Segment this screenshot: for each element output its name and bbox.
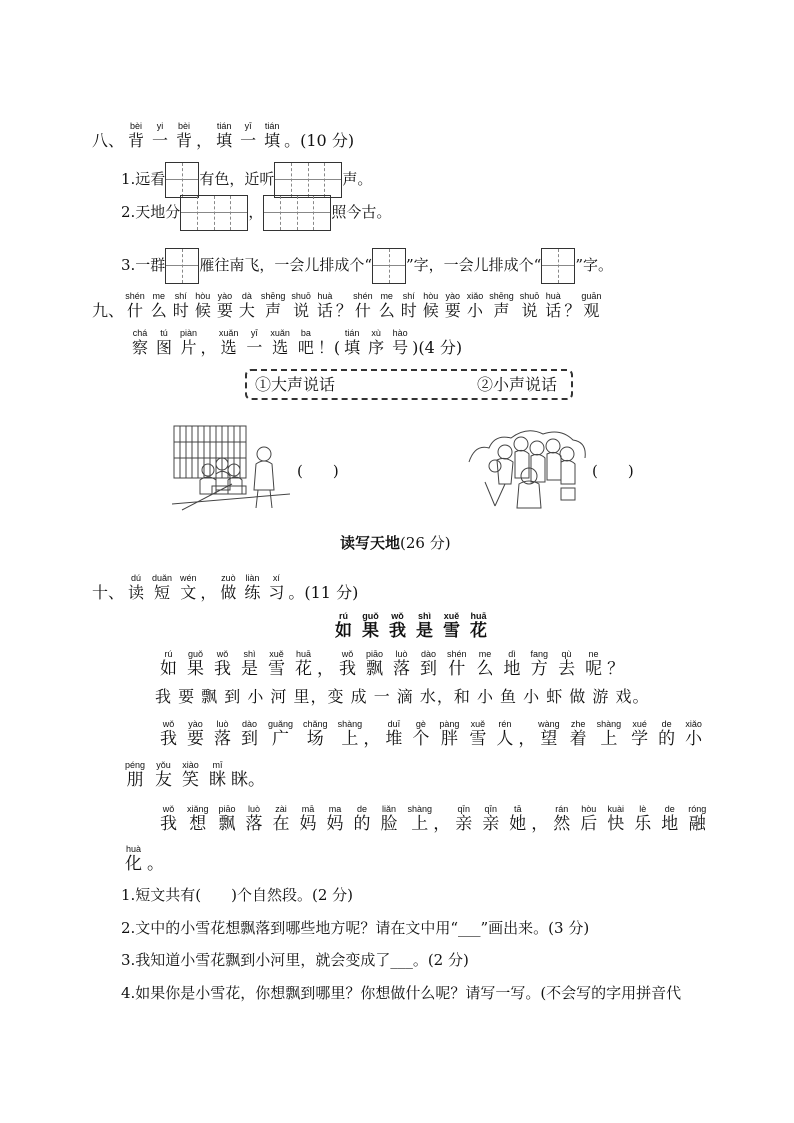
q8-1-text-b: 有色，近听 [199,170,275,188]
pinyin-char: 亲qīn [482,804,500,834]
pinyin-char: 果guǒ [362,611,379,641]
pinyin-char: 上shàng [596,719,622,749]
pinyin-char: 雪xuě [268,649,285,679]
q10-2-text: 2.文中的小雪花想飘落到哪些地方呢？请在文中用“___”画出来。(3 分) [121,919,590,937]
pinyin-char: 笑xiào [182,760,200,790]
punctuation: ？ [607,659,625,679]
punctuation: 。 [248,770,266,790]
pinyin-char: 着zhe [569,719,587,749]
answer-grid-1char[interactable] [165,248,199,284]
pinyin-char: 如rú [160,649,177,679]
q10-4-text: 4.如果你是小雪花，你想飘到哪里？你想做什么呢？请写一写。(不会写的字用拼音代 [121,984,682,1002]
pinyin-char: 眯mī [209,760,227,790]
pinyin-char: 胖pàng [439,719,460,749]
pinyin-char: 话huà [545,291,562,320]
q10-3-text: 3.我知道小雪花飘到小河里，就会变成了___。(2 分) [121,951,469,969]
passage-p3a [155,720,707,751]
section-9-heading-line2 [128,329,462,360]
pinyin-char: 上shàng [337,719,363,749]
section-score: )(4 分) [412,338,463,357]
pinyin-char: 的de [658,719,676,749]
pinyin-char: 我wǒ [160,804,177,834]
punctuation: ， [200,583,217,602]
pinyin-char: 做zuò [220,573,237,602]
passage-p4b-ruby [120,844,164,874]
pinyin-char: 么me [476,649,494,679]
q8-3 [121,246,613,284]
punctuation: ！( [317,338,341,357]
pinyin-char: 候hòu [422,291,439,320]
pinyin-char: 后hòu [580,804,598,834]
answer-paren-1[interactable]: ( ) [297,462,339,480]
pinyin-char: 选xuǎn [270,328,290,357]
passage-p4a [155,805,711,836]
pinyin-char: 大dà [238,291,255,320]
option-loud: ①大声说话 [255,375,336,394]
pinyin-char: 小xiǎo [685,719,703,749]
q10-3 [121,950,469,970]
passage-p1-ruby [155,649,625,679]
punctuation: ， [200,338,217,357]
part-title-score: (26 分) [400,534,451,552]
punctuation: 眯 [231,770,249,790]
section-9-ruby-line1 [124,291,604,320]
passage-p2-text: 我 要 飘 到 小 河 里，变 成 一 滴 水，和 小 鱼 小 虾 做 游 戏。 [155,687,650,706]
pinyin-char: 雪xuě [443,611,460,641]
section-10-heading [92,574,358,605]
punctuation: ， [433,814,451,834]
pinyin-char: 落luò [393,649,410,679]
pinyin-char: 图tú [156,328,173,357]
pinyin-char: 填tián [344,328,361,357]
q8-1-text-c: 声。 [342,170,373,188]
pinyin-char: 呢ne [585,649,603,679]
pinyin-char: 落luò [245,804,263,834]
pinyin-char: 背bèi [176,121,193,150]
pinyin-char: 背bèi [128,121,145,150]
pinyin-char: 个gè [412,719,430,749]
pinyin-char: 妈mā [299,804,317,834]
passage-p4b [120,845,164,876]
pinyin-char: 学xué [631,719,649,749]
q8-3-text-a: 3.一群 [121,256,166,274]
pinyin-char: 上shàng [407,804,433,834]
pinyin-char: 飘piāo [366,649,384,679]
pinyin-char: 一yī [246,328,263,357]
q8-1-text-a: 1.远看 [121,170,166,188]
pinyin-char: 说shuō [291,291,311,320]
option-quiet: ②小声说话 [477,375,558,394]
pinyin-char: 什shén [125,291,145,320]
pinyin-char: 脸liǎn [380,804,398,834]
pinyin-char: 什shén [353,291,373,320]
passage-p3b [120,761,265,792]
pinyin-char: 乐lè [634,804,652,834]
answer-paren-2[interactable]: ( ) [592,462,634,480]
part-title-text: 读写天地 [340,535,401,552]
punctuation: ， [531,814,549,834]
pinyin-char: 果guǒ [187,649,204,679]
pinyin-char: 堆duī [385,719,403,749]
q8-2-text-c: 照今古。 [331,203,392,221]
passage-title-ruby [330,611,492,641]
pinyin-char: 望wàng [538,719,560,749]
pinyin-char: 到dào [420,649,437,679]
pinyin-char: 的de [353,804,371,834]
section-9-ruby-line2 [128,328,412,357]
pinyin-char: 我wǒ [160,719,177,749]
pinyin-char: 快kuài [607,804,625,834]
pinyin-char: 方fang [530,649,549,679]
pinyin-char: 亲qīn [455,804,473,834]
pinyin-char: 一yi [152,121,169,150]
pinyin-char: 声shēng [489,291,514,320]
pinyin-char: 说shuō [519,291,540,320]
section-score: 。(10 分) [284,131,355,150]
pinyin-char: 么me [150,291,167,320]
passage-p3b-ruby [120,760,266,790]
pinyin-char: 填tián [216,121,233,150]
playground-illustration [465,422,590,514]
pinyin-char: 短duǎn [152,573,173,602]
punctuation: 。 [147,854,164,874]
library-illustration [172,424,290,512]
pinyin-char: 去qù [558,649,576,679]
pinyin-char: 人rén [496,719,514,749]
pinyin-char: 声shēng [260,291,286,320]
pinyin-char: 要yào [444,291,461,320]
pinyin-char: 想xiǎng [187,804,209,834]
pinyin-char: 飘piāo [218,804,236,834]
pinyin-char: 号hào [392,328,409,357]
q10-1 [121,885,353,905]
q10-1-text: 1.短文共有( )个自然段。(2 分) [121,886,354,904]
section-number: 十、 [92,583,125,602]
pinyin-char: 在zài [272,804,290,834]
pinyin-char: 落luò [214,719,231,749]
passage-p4a-ruby [155,804,711,834]
pinyin-char: 时shí [172,291,189,320]
pinyin-char: 要yào [216,291,233,320]
pinyin-char: 她tā [509,804,527,834]
punctuation: ， [317,659,334,679]
pinyin-char: 我wǒ [339,649,356,679]
pinyin-char: 地de [661,804,679,834]
section-number: 九、 [92,301,125,320]
section-number: 八、 [92,131,125,150]
answer-grid-4char[interactable] [263,195,331,231]
passage-title [330,612,492,643]
pinyin-char: 然rán [553,804,571,834]
pinyin-char: 我wǒ [389,611,406,641]
section-9-heading [92,292,604,323]
pinyin-char: 填tián [264,121,281,150]
passage-p3a-ruby [155,719,707,749]
punctuation: ？ [335,301,352,320]
pinyin-char: 到dào [241,719,258,749]
section-score: 。(11 分) [288,583,359,602]
pinyin-char: 一yī [240,121,257,150]
option-legend [245,369,573,400]
pinyin-char: 什shén [447,649,467,679]
section-8-ruby [124,121,284,150]
pinyin-char: 时shí [400,291,417,320]
pinyin-char: 么me [378,291,395,320]
pinyin-char: 习xí [268,573,285,602]
q8-3-text-c: ”字，一会儿排成个“ [405,256,542,274]
passage-p2 [155,687,649,707]
pinyin-char: 融róng [688,804,707,834]
pinyin-char: 是shì [241,649,258,679]
section-8-heading [92,122,354,151]
punctuation: ， [363,729,381,749]
pinyin-char: 小xiǎo [466,291,484,320]
pinyin-char: 友yǒu [155,760,173,790]
q10-4 [121,983,681,1003]
q8-3-text-d: ”字。 [575,256,613,274]
pinyin-char: 场chǎng [303,719,328,749]
pinyin-char: 如rú [335,611,352,641]
pinyin-char: 要yào [187,719,204,749]
pinyin-char: 候hòu [194,291,211,320]
q8-2-text-a: 2.天地分 [121,203,181,221]
pinyin-char: 文wén [180,573,197,602]
pinyin-char: 读dú [128,573,145,602]
part-title [340,533,451,554]
answer-grid-4char[interactable] [180,195,248,231]
pinyin-char: 地dì [503,649,521,679]
pinyin-char: 朋péng [125,760,146,790]
pinyin-char: 观guān [581,291,602,320]
pinyin-char: 化huà [125,844,142,874]
pinyin-char: 广guǎng [268,719,294,749]
answer-grid-1char[interactable] [372,248,406,284]
pinyin-char: 话huà [316,291,333,320]
answer-grid-1char[interactable] [541,248,575,284]
section-10-ruby [124,573,288,602]
pinyin-char: 是shì [416,611,433,641]
pinyin-char: 花huā [295,649,312,679]
q10-2 [121,918,589,938]
pinyin-char: 片piàn [180,328,198,357]
q8-3-text-b: 雁往南飞，一会儿排成个“ [199,256,372,274]
punctuation: ？ [564,301,581,320]
pinyin-char: 序xù [368,328,385,357]
pinyin-char: 选xuǎn [218,328,239,357]
q8-2-text-b: ， [248,203,264,221]
pinyin-char: 练liàn [244,573,261,602]
punctuation: ， [518,729,536,749]
pinyin-char: 妈ma [326,804,344,834]
pinyin-char: 察chá [132,328,149,357]
punctuation: ， [196,131,213,150]
pinyin-char: 雪xuě [469,719,487,749]
q8-2 [121,193,391,231]
passage-p1 [155,650,624,681]
pinyin-char: 我wǒ [214,649,231,679]
pinyin-char: 吧ba [297,328,314,357]
pinyin-char: 花huā [470,611,487,641]
